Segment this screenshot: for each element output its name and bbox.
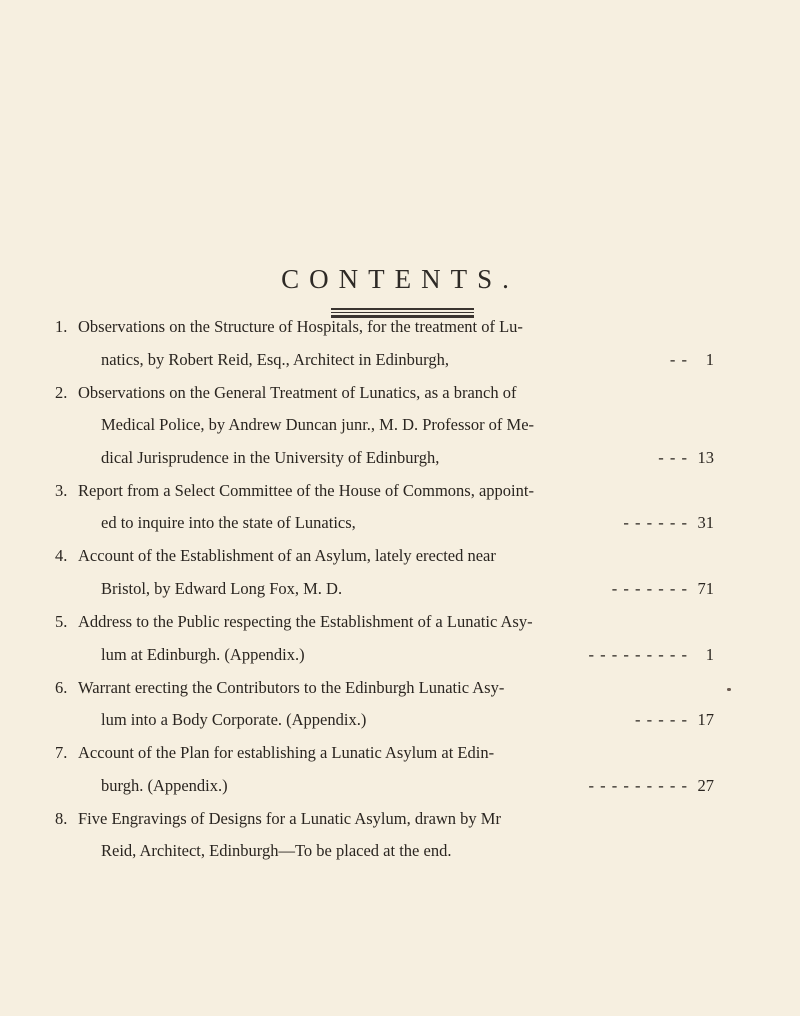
entry-number: 4. [55,546,68,566]
entry-text-line: Medical Police, by Andrew Duncan junr., M. D. Professor of Me- [101,415,535,435]
entry-leaders: - - - - - - - [611,578,688,598]
entry-leaders: - - - - - [635,710,688,730]
entry-number: 8. [55,808,68,828]
entry-number: 6. [55,677,68,697]
entry-number: 5. [55,612,68,631]
entry-text-line: dical Jurisprudence in the University of Edinburgh, [101,447,440,467]
entry-text-line: Bristol, by Edward Long Fox, M. D. [101,578,343,598]
entry-page-number: 13 [697,447,714,467]
flyspeck-mark [727,688,731,691]
entry-text-line: Report from a Select Committee of the House of Commons, appoint- [78,480,534,500]
entry-leaders: - - [669,349,688,369]
entry-text-line: Warrant erecting the Contributors to the Edinburgh Lunatic Asy- [78,677,505,697]
entry-text-line: burgh. (Appendix.) [101,775,228,795]
entry-text-line: Observations on the Structure of Hospitals, for the treatment of Lu- [78,317,523,336]
entry-text-line: ed to inquire into the state of Lunatics, [101,513,356,533]
page-title: CONTENTS. [281,264,519,294]
entry-text-line: Reid, Architect, Edinburgh—To be placed at the end. [101,841,452,861]
entry-leaders: - - - - - - [623,513,688,533]
entry-number: 7. [55,743,68,763]
entry-text-line: lum into a Body Corporate. (Appendix.) [101,710,367,730]
entry-leaders: - - - - - - - - - [588,644,688,664]
entry-text-line: lum at Edinburgh. (Appendix.) [101,644,305,664]
entry-page-number: 27 [697,775,714,795]
entry-page-number: 1 [705,644,714,664]
entry-text-line: Account of the Establishment of an Asylum, lately erected near [78,546,496,566]
entry-page-number: 71 [697,578,714,598]
entry-number: 3. [55,480,68,500]
entry-page-number: 31 [697,513,714,533]
entry-text-line: Observations on the General Treatment of Lunatics, as a branch of [78,382,517,402]
entry-page-number: 1 [705,349,714,369]
entry-number: 2. [55,382,68,402]
entry-number: 1. [55,317,68,336]
entry-leaders: - - - [658,447,688,467]
entry-text-line: Five Engravings of Designs for a Lunatic Asylum, drawn by Mr [78,808,501,828]
entry-page-number: 17 [697,710,714,730]
entry-leaders: - - - - - - - - - [588,775,688,795]
entry-text-line: Account of the Plan for establishing a Lunatic Asylum at Edin- [78,743,495,763]
entry-text-line: Address to the Public respecting the Establishment of a Lunatic Asy- [78,612,533,631]
entry-text-line: natics, by Robert Reid, Esq., Architect in Edinburgh, [101,349,449,369]
